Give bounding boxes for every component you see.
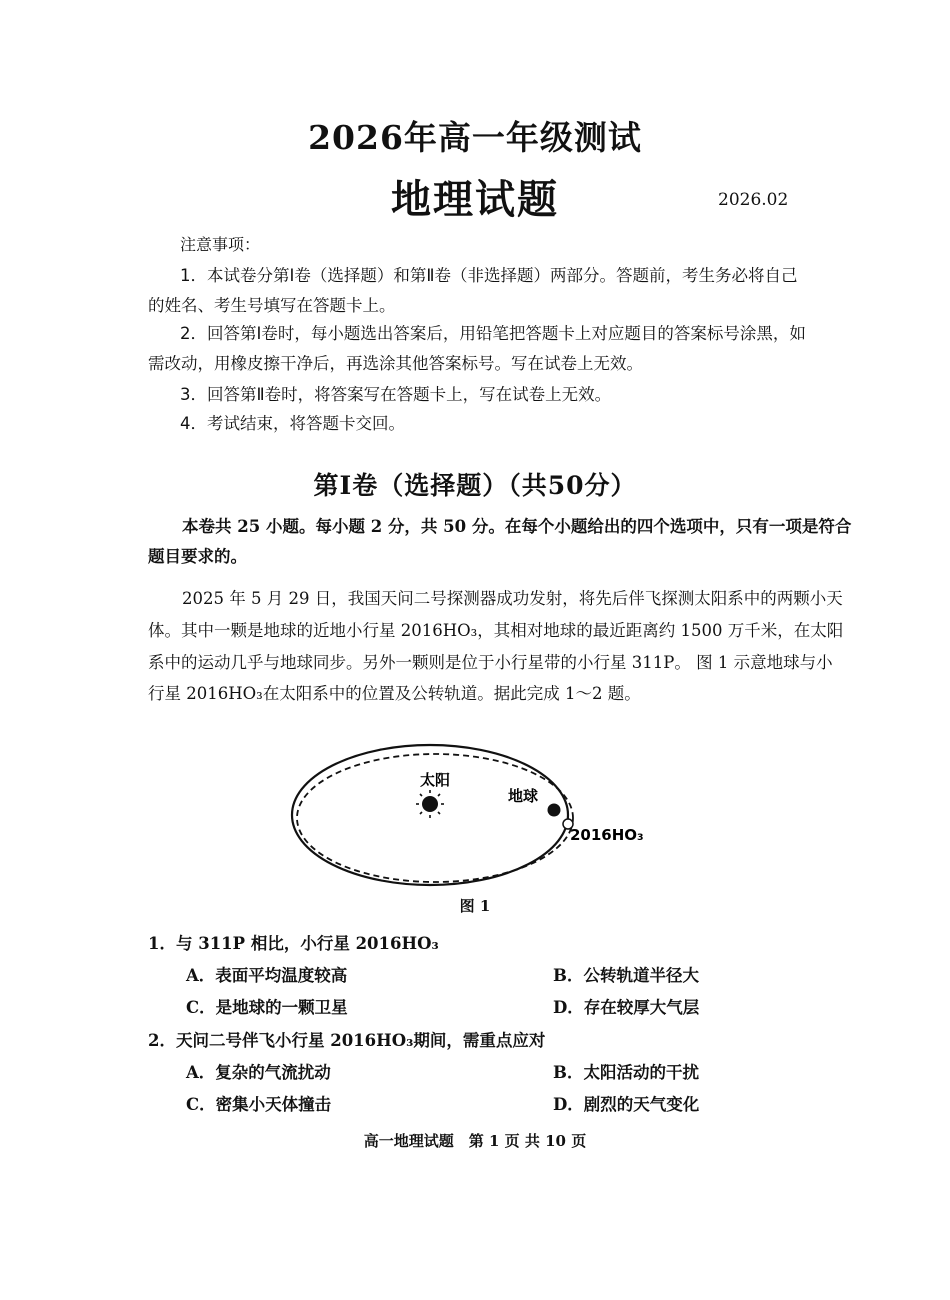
exam-date: 2026.02 (718, 190, 789, 210)
question-1-option-d: D．存在较厚大气层 (553, 998, 700, 1017)
question-1-option-b: B．公转轨道半径大 (553, 966, 699, 985)
orbit-diagram (290, 740, 650, 890)
note-4: 4．考试结束，将答题卡交回。 (180, 414, 405, 433)
question-1-stem: 1．与 311P 相比，小行星 2016HO₃ (148, 934, 439, 953)
sun-label: 太阳 (420, 771, 451, 789)
note-1-line-1: 1．本试卷分第Ⅰ卷（选择题）和第Ⅱ卷（非选择题）两部分。答题前，考生务必将自己 (180, 266, 798, 285)
question-2-option-b: B．太阳活动的干扰 (553, 1063, 699, 1082)
subject-title: 地理试题 (391, 176, 559, 223)
note-2-line-2: 需改动，用橡皮擦干净后，再选涂其他答案标号。写在试卷上无效。 (148, 354, 643, 373)
question-2-option-a: A．复杂的气流扰动 (186, 1063, 331, 1082)
question-2-option-d: D．剧烈的天气变化 (553, 1095, 700, 1114)
note-3: 3．回答第Ⅱ卷时，将答案写在答题卡上，写在试卷上无效。 (180, 385, 612, 404)
earth-dot (548, 804, 561, 817)
notes-heading: 注意事项： (180, 235, 261, 254)
section-intro-line-2: 题目要求的。 (148, 547, 247, 566)
note-2-line-1: 2．回答第Ⅰ卷时，每小题选出答案后，用铅笔把答题卡上对应题目的答案标号涂黑，如 (180, 324, 806, 343)
earth-label: 地球 (508, 787, 539, 805)
asteroid-label: 2016HO₃ (570, 826, 644, 844)
page-footer: 高一地理试题 第 1 页 共 10 页 (363, 1132, 587, 1150)
question-1-option-a: A．表面平均温度较高 (186, 966, 348, 985)
passage-line-3: 系中的运动几乎与地球同步。另外一颗则是位于小行星带的小行星 311P。 图 1 示意地球与小 (148, 653, 833, 672)
note-1-line-2: 的姓名、考生号填写在答题卡上。 (148, 296, 396, 315)
section-title: 第Ⅰ卷（选择题）（共50分） (313, 471, 637, 500)
sun-icon (416, 790, 444, 818)
exam-title: 2026年高一年级测试 (308, 118, 642, 157)
question-2-stem: 2．天问二号伴飞小行星 2016HO₃期间，需重点应对 (148, 1031, 546, 1050)
question-1-option-c: C．是地球的一颗卫星 (186, 998, 348, 1017)
question-2-option-c: C．密集小天体撞击 (186, 1095, 332, 1114)
passage-line-1: 2025 年 5 月 29 日，我国天问二号探测器成功发射，将先后伴飞探测太阳系中的两颗小天 (182, 589, 843, 608)
passage-line-2: 体。其中一颗是地球的近地小行星 2016HO₃，其相对地球的最近距离约 1500 万千米，在太阳 (148, 621, 844, 640)
orbit-figure (290, 740, 650, 890)
passage-line-4: 行星 2016HO₃在太阳系中的位置及公转轨道。据此完成 1～2 题。 (148, 684, 641, 703)
figure-caption: 图 1 (459, 897, 491, 915)
section-intro-line-1: 本卷共 25 小题。每小题 2 分，共 50 分。在每个小题给出的四个选项中，只有一项是符合 (182, 517, 852, 536)
